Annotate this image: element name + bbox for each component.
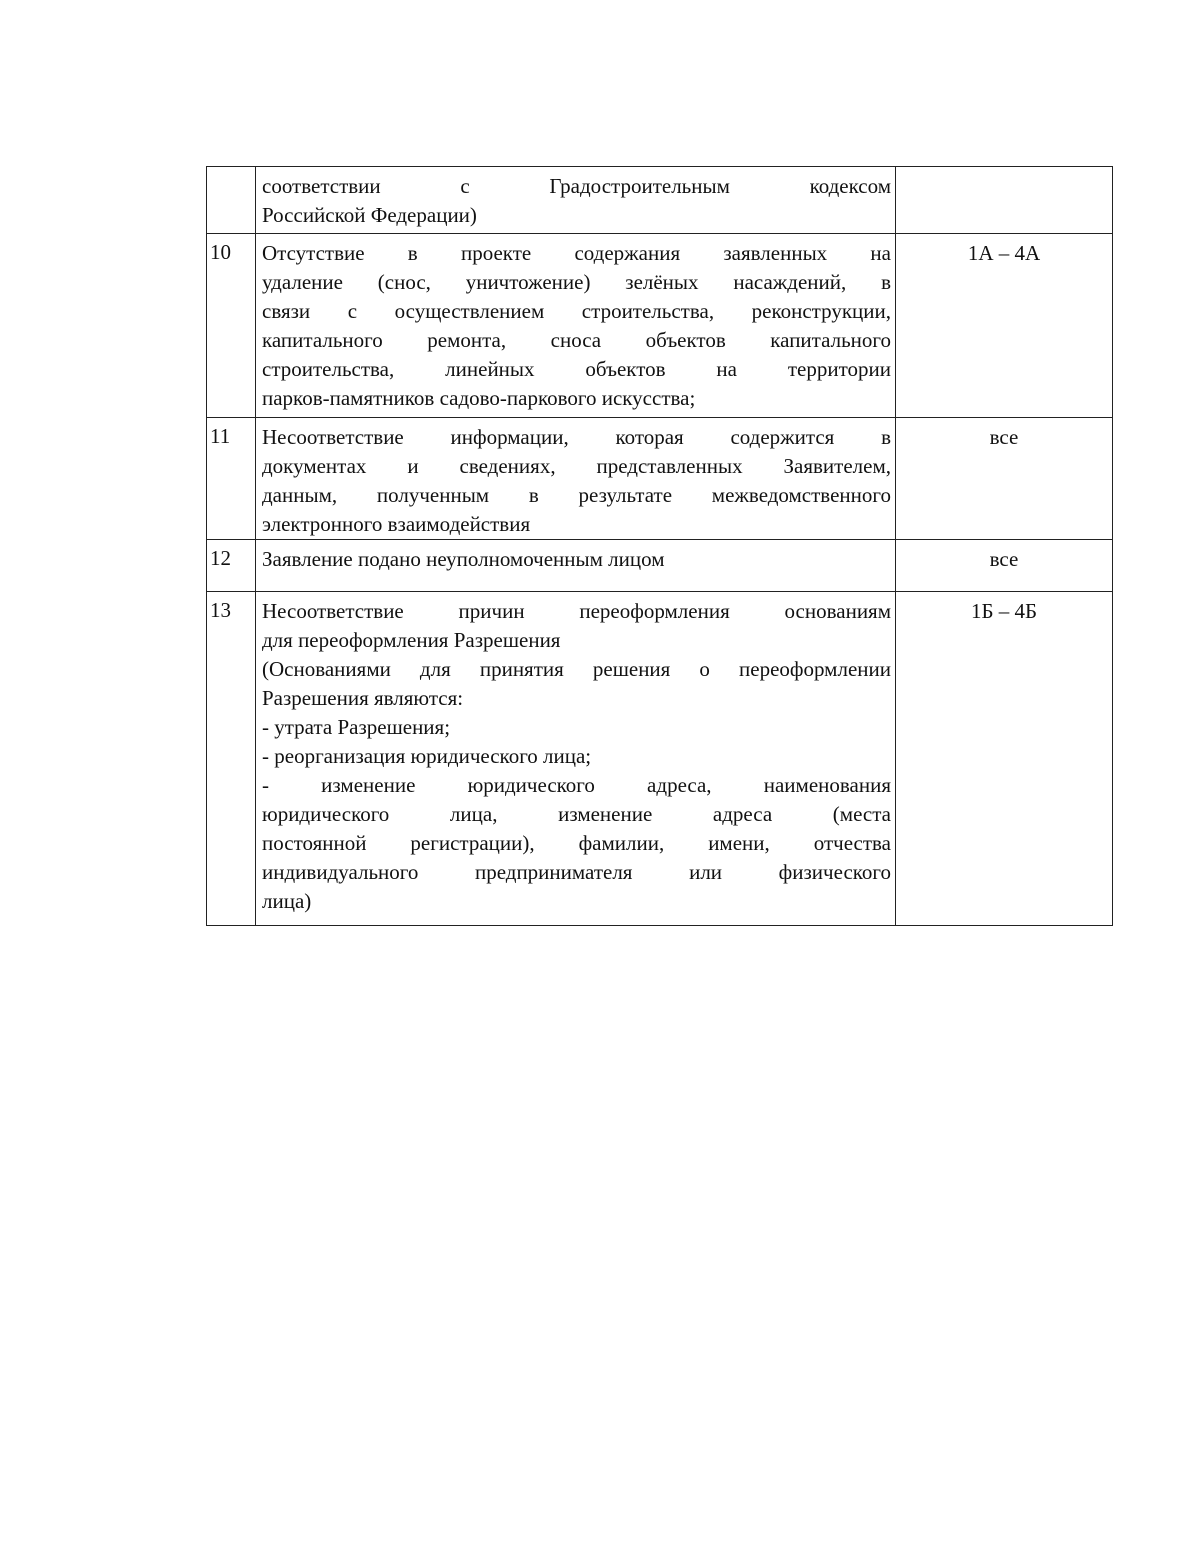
row-text-line: данным, полученным в результате межведомственного <box>262 483 891 507</box>
row-forms: 1Б – 4Б <box>896 592 1113 926</box>
row-number: 12 <box>207 540 256 592</box>
table-row <box>207 540 1113 592</box>
row-number <box>207 167 256 234</box>
row-text-line: (Основаниями для принятия решения о переоформлении <box>262 657 891 681</box>
table-row <box>207 592 1113 926</box>
row-text-line: электронного взаимодействия <box>262 512 531 536</box>
row-number: 11 <box>207 418 256 540</box>
row-number: 13 <box>207 592 256 926</box>
row-text <box>256 167 896 234</box>
row-text <box>256 540 896 592</box>
table-row <box>207 418 1113 540</box>
row-forms: 1А – 4А <box>896 234 1113 418</box>
row-text-line: Российской Федерации) <box>262 203 477 227</box>
row-text-line: Отсутствие в проекте содержания заявленных на <box>262 241 891 265</box>
row-forms <box>896 167 1113 234</box>
row-text-line: документах и сведениях, представленных Заявителем, <box>262 454 891 478</box>
row-text <box>256 592 896 926</box>
row-text-line: парков-памятников садово-паркового искусства; <box>262 386 696 410</box>
row-text-line: лица) <box>262 889 312 913</box>
row-text-line: строительства, линейных объектов на территории <box>262 357 891 381</box>
table-row <box>207 167 1113 234</box>
row-text-line: Несоответствие информации, которая содержится в <box>262 425 891 449</box>
row-forms: все <box>896 418 1113 540</box>
row-text-line: соответствии с Градостроительным кодексом <box>262 174 891 198</box>
grounds-table-body <box>207 167 1113 926</box>
row-text-line: Разрешения являются: <box>262 686 464 710</box>
row-text-line: - утрата Разрешения; <box>262 715 451 739</box>
row-text-line: для переоформления Разрешения <box>262 628 561 652</box>
row-number: 10 <box>207 234 256 418</box>
row-text-line: удаление (снос, уничтожение) зелёных насаждений, в <box>262 270 891 294</box>
row-text-line: связи с осуществлением строительства, реконструкции, <box>262 299 891 323</box>
row-text-line: индивидуального предпринимателя или физического <box>262 860 891 884</box>
row-text-line: капитального ремонта, сноса объектов капитального <box>262 328 891 352</box>
row-text-line: Несоответствие причин переоформления основаниям <box>262 599 891 623</box>
row-text-line: юридического лица, изменение адреса (места <box>262 802 891 826</box>
row-text <box>256 234 896 418</box>
row-text-line: Заявление подано неуполномоченным лицом <box>262 547 665 571</box>
row-forms: все <box>896 540 1113 592</box>
grounds-table <box>206 166 1113 926</box>
row-text-line: постоянной регистрации), фамилии, имени, отчества <box>262 831 891 855</box>
row-text-line: - реорганизация юридического лица; <box>262 744 592 768</box>
table-row <box>207 234 1113 418</box>
row-text-line: - изменение юридического адреса, наименования <box>262 773 891 797</box>
row-text <box>256 418 896 540</box>
